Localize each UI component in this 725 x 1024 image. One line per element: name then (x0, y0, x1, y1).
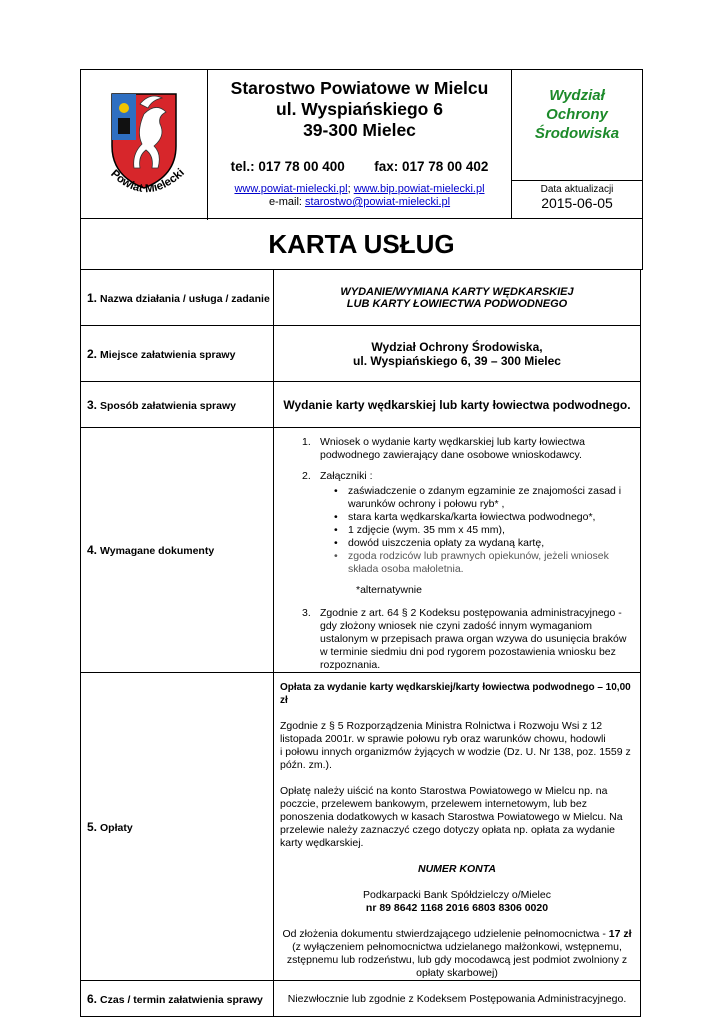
place-line2: ul. Wyspiańskiego 6, 39 – 300 Mielec (353, 353, 561, 368)
bullet-icon: • (334, 485, 338, 497)
bullet-text: 1 zdjęcie (wym. 35 mm x 45 mm), (348, 524, 505, 536)
card-title: KARTA USŁUG (81, 219, 643, 270)
row-number: 1. (87, 290, 98, 305)
bank-name: Podkarpacki Bank Spółdzielczy o/Mielec (363, 889, 551, 901)
bullet-icon: • (334, 537, 338, 549)
table-row (81, 270, 641, 326)
list-item (274, 550, 640, 576)
table-row (81, 428, 641, 673)
update-date (512, 180, 642, 218)
email-label: e-mail: (268, 196, 302, 208)
row-label-text: Miejsce załatwienia sprawy (100, 348, 236, 361)
row-number: 2. (87, 346, 98, 361)
phone-number: tel.: 017 78 00 400 (230, 159, 345, 174)
department-line1: Wydział (549, 87, 605, 104)
service-name-line1: WYDANIE/WYMIANA KARTY WĘDKARSKIEJ (340, 285, 574, 298)
logo-text: Powiat Mielecki (108, 166, 187, 196)
row-number: 5. (87, 819, 98, 834)
payment-info: Opłatę należy uiścić na konto Starostwa Powiatowego w Mielcu np. na poczcie, przelewem bankowym, przelewem internetowym, lub bez ponoszenia dodatkowych w kasach Starostwa Powiatowego w Mielcu. Na przelewie należy zaznaczyć czego dotyczy opłata np. opłata za wydanie karty wędkarskiej. (280, 785, 623, 849)
row-label (81, 428, 274, 673)
row-label (81, 270, 274, 326)
service-card (80, 69, 641, 1017)
list-item (274, 607, 632, 672)
list-item (274, 470, 632, 483)
date-label: Data aktualizacji (540, 184, 614, 195)
office-title-line3: 39-300 Mielec (303, 120, 416, 140)
service-place (274, 326, 641, 382)
row-label (81, 382, 274, 428)
row-number: 4. (87, 543, 98, 557)
service-name (274, 270, 641, 326)
department-name (512, 70, 642, 180)
row-number: 3. (87, 397, 98, 412)
item-number: 3. (302, 607, 311, 619)
account-number: nr 89 8642 1168 2016 6803 8306 0020 (365, 902, 549, 914)
item-text: Wniosek o wydanie karty wędkarskiej lub karty łowiectwa podwodnego zawierający dane osobowe wnioskodawcy. (320, 436, 585, 461)
fee-regulation: Zgodnie z § 5 Rozporządzenia Ministra Rolnictwa i Rozwoju Wsi z 12 listopada 2001r. w sprawie połowu ryb oraz warunków chowu, hodowli (280, 720, 606, 745)
proxy-fee-exemption: (z wyłączeniem pełnomocnictwa udzielanego małżonkowi, wstępnemu, zstępnemu lub rodzeństwu, lub gdy mocodawcą jest podmiot zwolniony z opłaty skarbowej) (286, 941, 628, 979)
proxy-fee-amount: 17 zł (608, 928, 632, 940)
row-label-text: Nazwa działania / usługa / zadanie (100, 292, 270, 305)
proxy-fee (280, 928, 634, 941)
table-row (81, 382, 641, 428)
department-cell (512, 70, 643, 219)
item-number: 2. (302, 470, 311, 482)
list-item (274, 436, 632, 462)
service-method: Wydanie karty wędkarskiej lub karty łowiectwa podwodnego. (274, 382, 641, 428)
office-title-line2: ul. Wyspiańskiego 6 (276, 99, 443, 119)
list-item (274, 537, 640, 550)
office-title-line1: Starostwo Powiatowe w Mielcu (230, 78, 489, 98)
table-row (81, 673, 641, 981)
list-item (274, 511, 640, 524)
row-label (81, 326, 274, 382)
link-separator: ; (347, 183, 351, 195)
email-link[interactable]: starostwo@powiat-mielecki.pl (305, 196, 451, 208)
office-name (208, 78, 511, 141)
fee-heading: Opłata za wydanie karty wędkarskiej/karty łowiectwa podwodnego – 10,00 zł (280, 682, 631, 706)
attachments-list (274, 485, 640, 576)
office-header (208, 70, 512, 219)
item-text: Zgodnie z art. 64 § 2 Kodeksu postępowania administracyjnego - gdy złożony wniosek nie czyni zadość innym wymaganiom ustalonym w przepisach prawa organ wzywa do usunięcia braków w terminie siedmiu dni pod rygorem pozostawienia wniosku bez rozpoznania. (320, 607, 627, 671)
list-item (274, 524, 640, 537)
bullet-text: zgoda rodziców lub prawnych opiekunów, jeżeli wniosek składa osoba małoletnia. (348, 550, 609, 575)
item-text: Załączniki : (320, 470, 373, 482)
logo-cell (81, 70, 208, 219)
header-table (80, 69, 643, 270)
fee-regulation-cont: i połowu innych organizmów żyjących w wodzie (Dz. U. Nr 138, poz. 1559 z późn. zm.). (280, 746, 631, 771)
row-label-text: Wymagane dokumenty (100, 545, 215, 557)
row-label-text: Czas / termin załatwienia sprawy (100, 993, 263, 1006)
account-heading: NUMER KONTA (418, 863, 496, 875)
powiat-crest-logo (92, 84, 196, 208)
alternative-note: *alternatywnie (356, 584, 422, 596)
date-value: 2015-06-05 (541, 195, 613, 211)
contact-phones (208, 159, 511, 174)
service-name-line2: LUB KARTY ŁOWIECTWA PODWODNEGO (346, 297, 568, 310)
bullet-icon: • (334, 511, 338, 523)
row-label-text: Sposób załatwienia sprawy (100, 399, 236, 412)
list-item (274, 485, 640, 511)
table-row (81, 326, 641, 382)
proxy-fee-text: Od złożenia dokumentu stwierdzającego udzielenie pełnomocnictwa - (282, 928, 606, 940)
fees (274, 673, 641, 981)
row-label-text: Opłaty (100, 821, 133, 834)
bullet-text: dowód uiszczenia opłaty za wydaną kartę, (348, 537, 545, 549)
service-table (80, 269, 641, 1017)
item-number: 1. (302, 436, 311, 448)
row-number: 6. (87, 991, 98, 1006)
department-line3: Środowiska (534, 125, 620, 142)
row-label (81, 981, 274, 1017)
required-documents (274, 428, 641, 673)
bip-link[interactable]: www.bip.powiat-mielecki.pl (353, 183, 485, 195)
place-line1: Wydział Ochrony Środowiska, (371, 339, 543, 354)
bullet-text: zaświadczenie o zdanym egzaminie ze znajomości zasad i warunków ochrony i połowu ryb* , (348, 485, 622, 510)
processing-time: Niezwłocznie lub zgodnie z Kodeksem Postępowania Administracyjnego. (274, 981, 641, 1017)
table-row (81, 981, 641, 1017)
bullet-icon: • (334, 550, 338, 562)
bullet-text: stara karta wędkarska/karta łowiectwa podwodnego*, (348, 511, 596, 523)
department-line2: Ochrony (546, 106, 608, 123)
row-label (81, 673, 274, 981)
website-link[interactable]: www.powiat-mielecki.pl (234, 183, 348, 195)
bullet-icon: • (334, 524, 338, 536)
contact-links (208, 183, 511, 209)
fax-number: fax: 017 78 00 402 (374, 159, 489, 174)
